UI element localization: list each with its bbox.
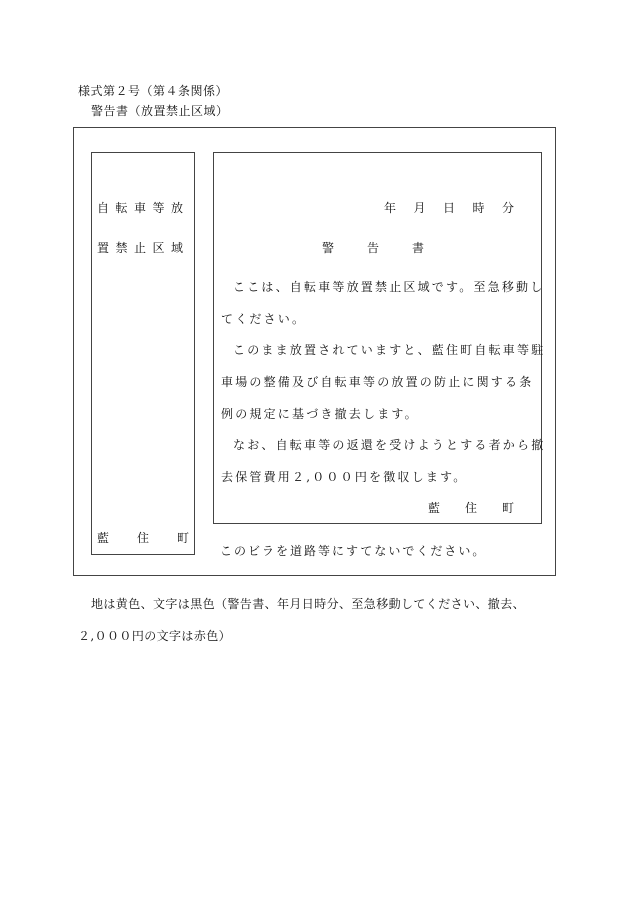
notice-body-line: 去保管費用２,０００円を徴収します。 — [221, 470, 468, 484]
notice-body-line: ここは、自転車等放置禁止区域です。至急移動し — [233, 280, 545, 294]
notice-body-line: 例の規定に基づき撤去します。 — [221, 407, 419, 421]
heading-char: 告 — [366, 241, 379, 255]
form-number: 様式第２号（第４条関係） — [78, 84, 229, 98]
side-town-char: 住 — [136, 531, 149, 545]
notice-body-line: なお、自転車等の返還を受けようとする者から撤 — [233, 438, 546, 452]
side-text-line-2: 置禁止区域 — [97, 241, 190, 255]
notice-body-line: このまま放置されていますと、藍住町自転車等駐 — [233, 343, 546, 357]
date-time-line — [384, 199, 514, 216]
notice-heading — [322, 239, 424, 256]
form-title: 警告書（放置禁止区域） — [91, 104, 229, 118]
date-char: 分 — [501, 201, 514, 215]
heading-char: 書 — [411, 241, 424, 255]
heading-char: 警 — [322, 241, 335, 255]
side-panel — [91, 152, 195, 555]
town-char: 町 — [501, 501, 514, 515]
notice-town-name — [428, 499, 514, 516]
town-char: 住 — [464, 501, 477, 515]
notice-body-line: てください。 — [221, 312, 307, 326]
date-char: 月 — [413, 201, 426, 215]
date-char: 日 — [442, 201, 455, 215]
color-note-line-1: 地は黄色、文字は黒色（警告書、年月日時分、至急移動してください、撤去、 — [91, 597, 526, 611]
side-text-line-1: 自転車等放 — [97, 201, 190, 215]
footer-warning: このビラを道路等にすてないでください。 — [220, 544, 487, 558]
date-char: 年 — [384, 201, 397, 215]
side-town-name — [97, 529, 189, 546]
notice-panel — [213, 152, 546, 524]
side-town-char: 町 — [176, 531, 189, 545]
town-char: 藍 — [428, 501, 441, 515]
color-note-line-2: ２,０００円の文字は赤色） — [78, 629, 232, 643]
side-town-char: 藍 — [97, 531, 110, 545]
notice-body-line: 車場の整備及び自転車等の放置の防止に関する条 — [221, 375, 534, 389]
date-char: 時 — [472, 201, 485, 215]
